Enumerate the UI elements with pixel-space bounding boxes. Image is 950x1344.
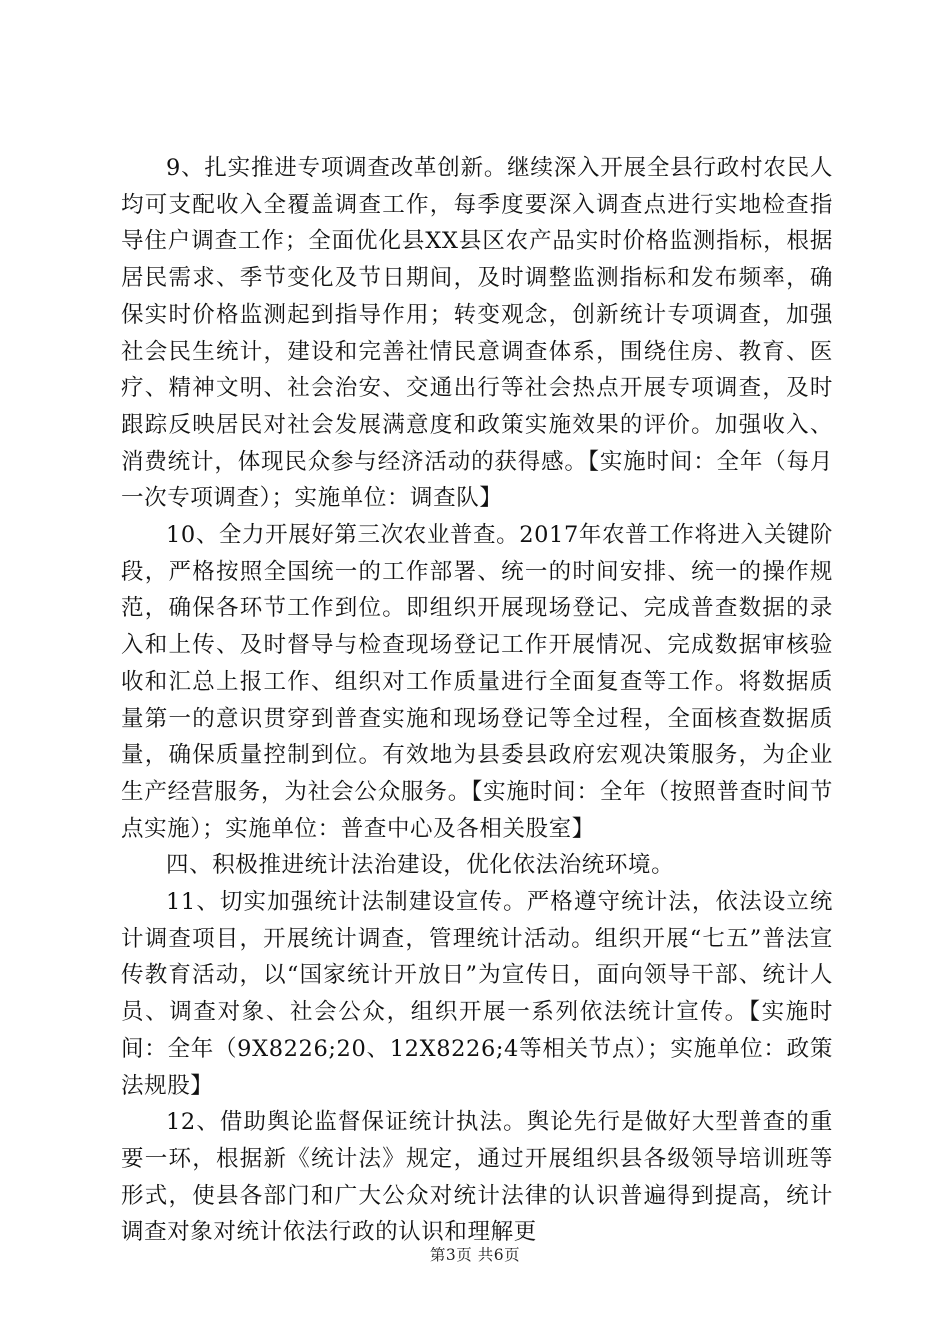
paragraph-item-12: 12、借助舆论监督保证统计执法。舆论先行是做好大型普查的重要一环，根据新《统计法》规定，通过开展组织县各级领导培训班等形式，使县各部门和广大公众对统计法律的认识普遍得到提高，统计调查对象对统计依法行政的认识和理解更 (121, 1109, 833, 1246)
paragraph-item-9: 9、扎实推进专项调查改革创新。继续深入开展全县行政村农民人均可支配收入全覆盖调查工作，每季度要深入调查点进行实地检查指导住户调查工作；全面优化县XX县区农产品实时价格监测指标，根据居民需求、季节变化及节日期间，及时调整监测指标和发布频率，确保实时价格监测起到指导作用；转变观念，创新统计专项调查，加强社会民生统计，建设和完善社情民意调查体系，围绕住房、教育、医疗、精神文明、社会治安、交通出行等社会热点开展专项调查，及时跟踪反映居民对社会发展满意度和政策实施效果的评价。加强收入、消费统计，体现民众参与经济活动的获得感。【实施时间：全年（每月一次专项调查）；实施单位：调查队】 (121, 155, 833, 512)
document-body (121, 150, 833, 1251)
section-heading-4: 四、积极推进统计法治建设，优化依法治统环境。 (166, 852, 675, 879)
paragraph-item-10: 10、全力开展好第三次农业普查。2017年农普工作将进入关键阶段，严格按照全国统一的工作部署、统一的时间安排、统一的操作规范，确保各环节工作到位。即组织开展现场登记、完成普查数据的录入和上传、及时督导与检查现场登记工作开展情况、完成数据审核验收和汇总上报工作、组织对工作质量进行全面复查等工作。将数据质量第一的意识贯穿到普查实施和现场登记等全过程，全面核查数据质量，确保质量控制到位。有效地为县委县政府宏观决策服务，为企业生产经营服务，为社会公众服务。【实施时间：全年（按照普查时间节点实施）；实施单位：普查中心及各相关股室】 (121, 522, 833, 842)
paragraph-item-11: 11、切实加强统计法制建设宣传。严格遵守统计法，依法设立统计调查项目，开展统计调查，管理统计活动。组织开展“七五”普法宣传教育活动，以“国家统计开放日”为宣传日，面向领导干部、统计人员、调查对象、社会公众，组织开展一系列依法统计宣传。【实施时间：全年（9X8226;20、12X8226;4等相关节点）；实施单位：政策法规股】 (121, 889, 833, 1099)
page-number-footer: 第3页 共6页 (429, 1246, 521, 1264)
